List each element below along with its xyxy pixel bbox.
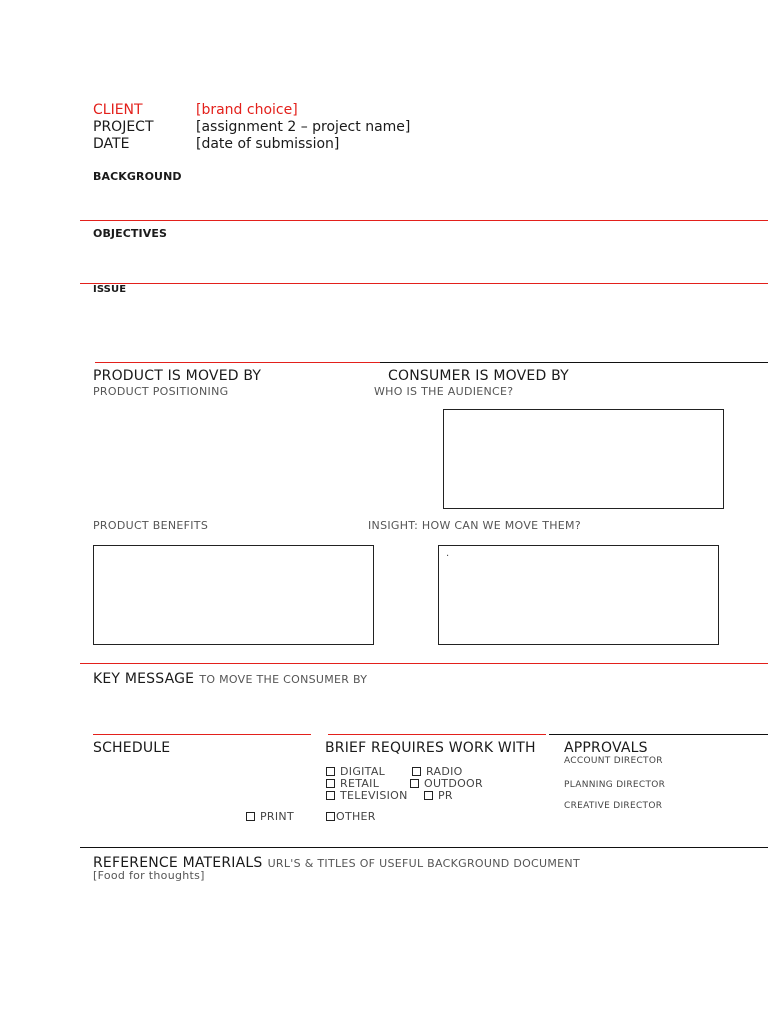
- approval-planning-director: PLANNING DIRECTOR: [564, 780, 666, 790]
- approval-creative-director: CREATIVE DIRECTOR: [564, 801, 663, 811]
- client-value: [brand choice]: [196, 102, 298, 118]
- option-digital-label: DIGITAL: [340, 765, 386, 778]
- option-retail-label: RETAIL: [340, 777, 380, 790]
- option-pr-label: PR: [438, 789, 453, 802]
- checkbox-icon[interactable]: [326, 779, 335, 788]
- date-value: [date of submission]: [196, 136, 340, 152]
- divider-key-1: [93, 734, 311, 735]
- checkbox-icon[interactable]: [410, 779, 419, 788]
- brief-heading: BRIEF REQUIRES WORK WITH: [325, 740, 536, 756]
- checkbox-icon[interactable]: [412, 767, 421, 776]
- schedule-heading: SCHEDULE: [93, 740, 171, 756]
- divider-product: [80, 663, 768, 664]
- checkbox-icon[interactable]: [424, 791, 433, 800]
- divider-issue-left: [95, 362, 380, 363]
- option-print[interactable]: [246, 810, 294, 823]
- key-message-row: [93, 668, 367, 687]
- client-label: CLIENT: [93, 102, 143, 118]
- option-television[interactable]: [326, 789, 408, 802]
- project-label: PROJECT: [93, 119, 154, 135]
- checkbox-icon[interactable]: [246, 812, 255, 821]
- product-benefits-textbox[interactable]: [93, 545, 374, 645]
- key-message-subtitle: TO MOVE THE CONSUMER BY: [199, 673, 368, 686]
- background-heading: BACKGROUND: [93, 170, 182, 183]
- key-message-heading: KEY MESSAGE: [93, 671, 195, 687]
- insight-label: INSIGHT: HOW CAN WE MOVE THEM?: [368, 519, 581, 532]
- consumer-moved-heading: CONSUMER IS MOVED BY: [388, 368, 569, 384]
- product-benefits-label: PRODUCT BENEFITS: [93, 519, 209, 532]
- product-moved-heading: PRODUCT IS MOVED BY: [93, 368, 262, 384]
- option-pr[interactable]: [424, 789, 453, 802]
- references-note: [Food for thoughts]: [93, 869, 205, 882]
- divider-objectives: [80, 283, 768, 284]
- insight-textbox[interactable]: [438, 545, 719, 645]
- references-heading: REFERENCE MATERIALS: [93, 855, 263, 871]
- references-subtitle: URL'S & TITLES OF USEFUL BACKGROUND DOCUMENT: [267, 857, 580, 870]
- insight-box-text: .: [446, 548, 450, 559]
- option-outdoor-label: OUTDOOR: [424, 777, 483, 790]
- divider-issue-right: [380, 362, 768, 363]
- approvals-heading: APPROVALS: [564, 740, 648, 756]
- divider-key-2: [328, 734, 546, 735]
- checkbox-icon[interactable]: [326, 791, 335, 800]
- option-other-label: OTHER: [336, 810, 376, 823]
- checkbox-icon[interactable]: [326, 767, 335, 776]
- project-value: [assignment 2 – project name]: [196, 119, 411, 135]
- checkbox-icon[interactable]: [326, 812, 335, 821]
- option-television-label: TELEVISION: [340, 789, 408, 802]
- approval-account-director: ACCOUNT DIRECTOR: [564, 756, 663, 766]
- issue-heading: ISSUE: [93, 284, 127, 295]
- audience-textbox[interactable]: [443, 409, 724, 509]
- option-radio-label: RADIO: [426, 765, 463, 778]
- product-positioning-label: PRODUCT POSITIONING: [93, 385, 229, 398]
- date-label: DATE: [93, 136, 130, 152]
- audience-label: WHO IS THE AUDIENCE?: [374, 385, 514, 398]
- divider-key-3: [549, 734, 768, 735]
- option-print-label: PRINT: [260, 810, 294, 823]
- option-other[interactable]: [326, 810, 376, 823]
- objectives-heading: OBJECTIVES: [93, 227, 167, 240]
- divider-background: [80, 220, 768, 221]
- divider-references: [80, 847, 768, 848]
